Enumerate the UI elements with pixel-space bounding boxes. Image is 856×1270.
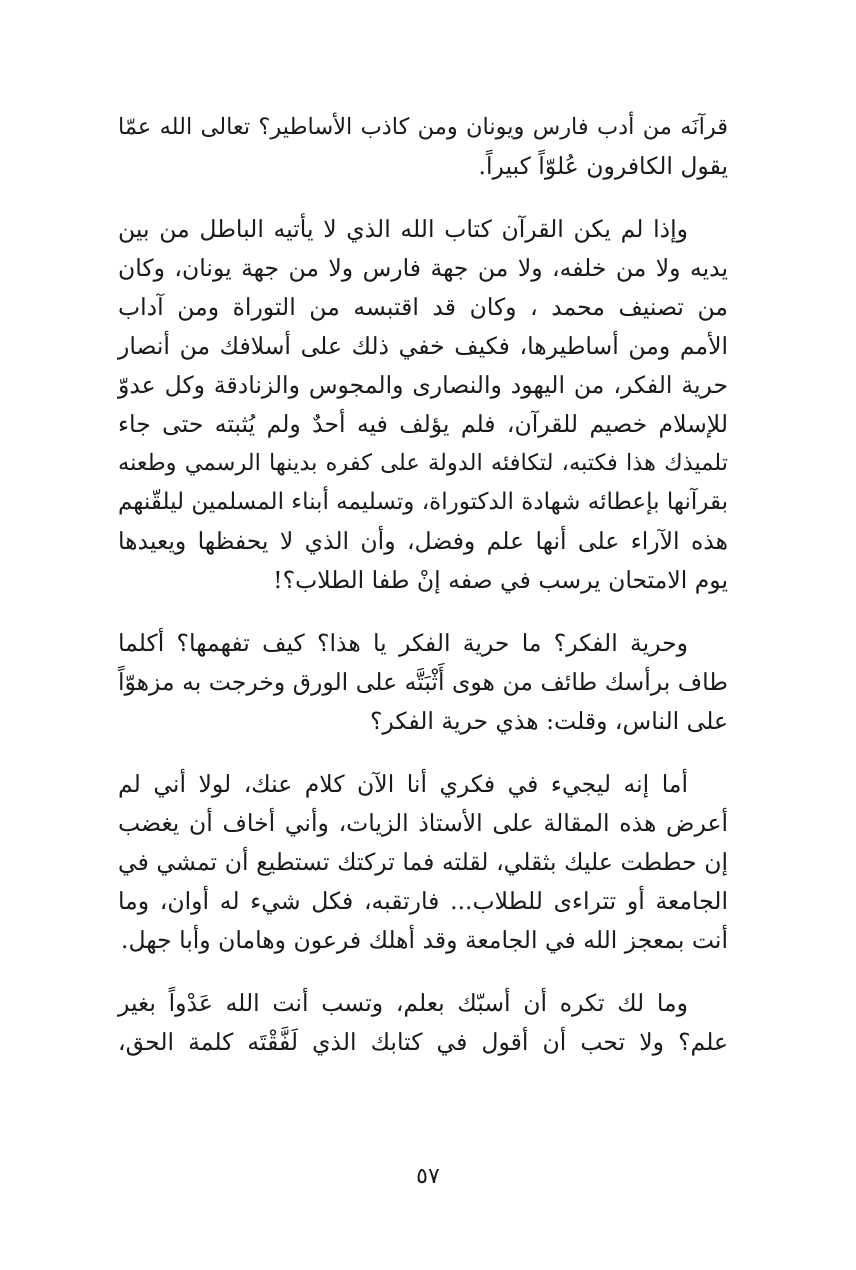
- body-text: [118, 108, 728, 1086]
- text-line: طاف برأسك طائف من هوى أَثْبَتَّه على الورق وخرجت به مزهوّاً: [118, 668, 728, 696]
- text-line: وما لك تكره أن أسبّك بعلم، وتسب أنت الله عَدْواً بغير: [118, 989, 688, 1017]
- text-line: الأمم ومن أساطيرها، فكيف خفي ذلك على أسلافك من أنصار: [118, 332, 728, 360]
- text-line: علم؟ ولا تحب أن أقول في كتابك الذي لَفَّقْتَه كلمة الحق،: [118, 1028, 728, 1056]
- paragraph-3: [118, 624, 728, 741]
- text-line: الجامعة أو تتراءى للطلاب... فارتقبه، فكل شيء له أوان، وما: [118, 887, 728, 915]
- paragraph-4: [118, 765, 728, 960]
- text-line: من تصنيف محمد ، وكان قد اقتبسه من التوراة ومن آداب: [118, 293, 728, 321]
- page-number: ٥٧: [416, 1164, 440, 1189]
- text-line: وإذا لم يكن القرآن كتاب الله الذي لا يأتيه الباطل من بين: [118, 215, 688, 243]
- text-line: يديه ولا من خلفه، ولا من جهة فارس ولا من جهة يونان، وكان: [118, 254, 728, 282]
- text-line: وحرية الفكر؟ ما حرية الفكر يا هذا؟ كيف تفهمها؟ أكلما: [118, 629, 688, 657]
- text-line: قرآنَه من أدب فارس ويونان ومن كاذب الأساطير؟ تعالى الله عمّا: [118, 114, 728, 140]
- text-line: يقول الكافرون عُلوّاً كبيراً.: [478, 152, 728, 180]
- paragraph-5: [118, 984, 728, 1062]
- text-line: إن حططت عليك بثقلي، لقلته فما تركتك تستطيع أن تمشي في: [118, 848, 728, 876]
- text-line: هذه الآراء على أنها علم وفضل، وأن الذي لا يحفظها ويعيدها: [118, 527, 728, 555]
- text-line: يوم الامتحان يرسب في صفه إنْ طفا الطلاب؟!: [273, 566, 728, 594]
- paragraph-2: [118, 210, 728, 600]
- text-line: حرية الفكر، من اليهود والنصارى والمجوس والزنادقة وكل عدوّ: [118, 371, 728, 399]
- text-line: بقرآنها بإعطائه شهادة الدكتوراة، وتسليمه أبناء المسلمين ليلقّنهم: [118, 489, 728, 515]
- text-line: على الناس، وقلت: هذي حرية الفكر؟: [369, 707, 728, 735]
- text-line: أما إنه ليجيء في فكري أنا الآن كلام عنك، لولا أني لم: [118, 770, 688, 798]
- text-line: أعرض هذه المقالة على الأستاذ الزيات، وأني أخاف أن يغضب: [118, 809, 728, 837]
- text-line: للإسلام خصيم للقرآن، فلم يؤلف فيه أحدٌ ولم يُثبته حتى جاء: [118, 410, 728, 438]
- paragraph-1: [118, 108, 728, 186]
- text-line: أنت بمعجز الله في الجامعة وقد أهلك فرعون وهامان وأبا جهل.: [120, 926, 728, 954]
- text-line: تلميذك هذا فكتبه، لتكافئه الدولة على كفره بدينها الرسمي وطعنه: [118, 450, 728, 476]
